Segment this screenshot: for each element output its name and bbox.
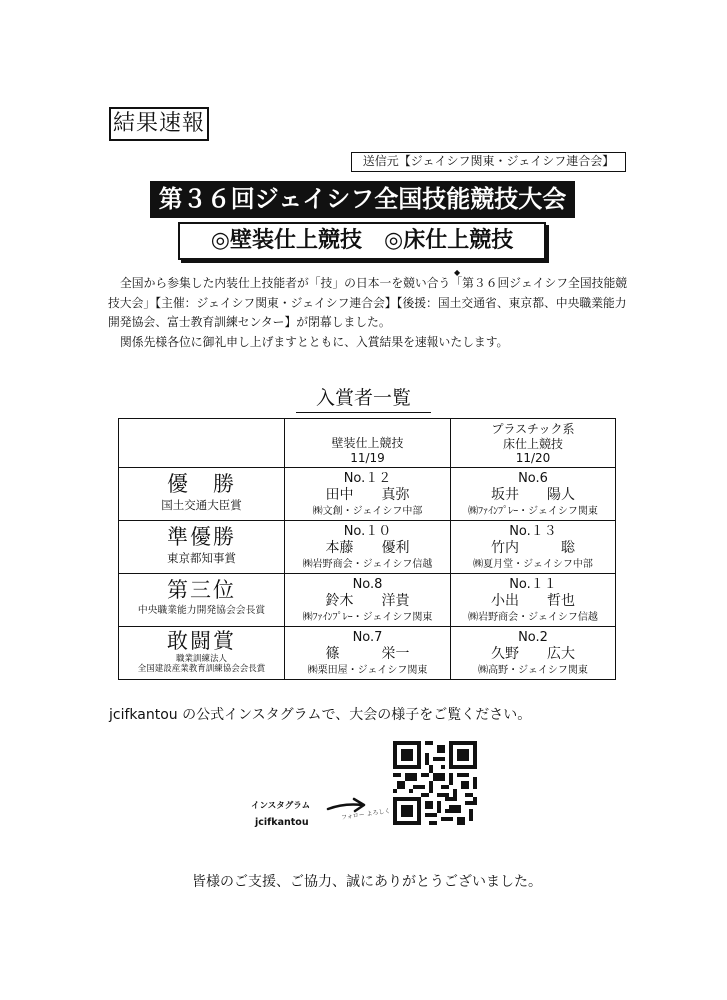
flash-report-label: 結果速報	[109, 107, 209, 141]
floor-competition-date: 11/20	[515, 451, 551, 465]
instagram-label: インスタグラム	[251, 801, 311, 811]
floor-material-label: プラスチック系	[491, 422, 575, 436]
award-name: 準優勝	[167, 525, 236, 549]
entry-number: No.１２	[343, 471, 392, 486]
entry-name: 鈴木 洋貴	[325, 593, 410, 609]
intro-text	[108, 274, 628, 352]
award-cell	[119, 468, 285, 521]
award-name: 敢闘賞	[167, 629, 236, 653]
floor-competition-label: 床仕上競技	[502, 436, 563, 451]
intro-paragraph: 全国から参集した内装仕上技能者が「技」の日本一を競い合う「第３６回ジェイシフ全国技能競技大会」【主催：ジェイシフ関東・ジェイシフ連合会】【後援：国土交通省、東京都、中央職業能力開発協会、富士教育訓練センター】が閉幕しました。	[108, 276, 628, 330]
entry-team: ㈱ﾌｧｲﾝﾌﾟﾚｰ・ジェイシフ関東	[468, 506, 598, 517]
entry-name: 篠 栄一	[325, 646, 410, 662]
award-cell	[119, 627, 285, 680]
table-row	[119, 627, 616, 680]
award-subtitle: 全国建設産業教育訓練協会会長賞	[137, 664, 266, 674]
award-cell	[119, 574, 285, 627]
competition-categories: ◎壁装仕上競技 ◎床仕上競技	[178, 222, 546, 260]
entry-team: ㈱夏月堂・ジェイシフ中部	[473, 559, 593, 570]
instagram-account: jcifkantou	[255, 817, 309, 828]
closing-message: 皆様のご支援、ご協力、誠にありがとうございました。	[192, 874, 542, 890]
floor-winner-cell	[451, 627, 616, 680]
results-table	[118, 418, 616, 680]
entry-number: No.6	[518, 471, 548, 486]
entry-name: 久野 広大	[491, 646, 575, 662]
table-row	[119, 521, 616, 574]
event-title-banner: 第３６回ジェイシフ全国技能競技大会	[150, 181, 575, 218]
entry-name: 小出 哲也	[491, 593, 575, 609]
award-name: 第三位	[167, 578, 236, 602]
table-row	[119, 468, 616, 521]
entry-name: 本藤 優利	[325, 540, 410, 556]
qr-code-icon[interactable]	[393, 741, 477, 825]
wall-competition-label: 壁装仕上競技	[331, 436, 404, 450]
entry-number: No.7	[352, 630, 383, 645]
floor-winner-cell	[451, 521, 616, 574]
entry-name: 坂井 陽人	[491, 487, 575, 503]
header-wall-cell	[285, 419, 451, 468]
wall-competition-date: 11/19	[350, 450, 385, 465]
wall-winner-cell	[285, 521, 451, 574]
award-cell	[119, 521, 285, 574]
entry-number: No.１３	[509, 524, 557, 539]
intro-paragraph: 関係先様各位に御礼申し上げますとともに、入賞結果を速報いたします。	[120, 334, 509, 349]
entry-number: No.8	[352, 577, 383, 592]
table-row	[119, 574, 616, 627]
entry-number: No.2	[518, 630, 548, 645]
wall-winner-cell	[285, 468, 451, 521]
entry-team: ㈱文創・ジェイシフ中部	[312, 506, 423, 517]
stray-mark-icon: ◆	[454, 268, 461, 277]
award-name: 優 勝	[167, 472, 236, 496]
entry-name: 竹内 聡	[491, 540, 575, 556]
header-award-cell	[119, 419, 285, 468]
handwritten-note: フォロー よろしく	[340, 807, 391, 822]
instagram-note: jcifkantou の公式インスタグラムで、大会の様子をご覧ください。	[109, 707, 532, 723]
header-floor-cell	[451, 419, 616, 468]
entry-team: ㈱高野・ジェイシフ関東	[478, 665, 588, 676]
floor-winner-cell	[451, 574, 616, 627]
award-subtitle: 中央職業能力開発協会会長賞	[137, 605, 266, 616]
award-subtitle: 東京都知事賞	[167, 551, 236, 565]
table-header-row	[119, 419, 616, 468]
entry-team: ㈱ﾌｧｲﾝﾌﾟﾚｰ・ジェイシフ関東	[302, 612, 433, 623]
wall-winner-cell	[285, 574, 451, 627]
entry-team: ㈱栗田屋・ジェイシフ関東	[307, 665, 428, 676]
award-subtitle: 職業訓練法人	[175, 654, 227, 664]
wall-winner-cell	[285, 627, 451, 680]
entry-team: ㈱岩野商会・ジェイシフ信越	[302, 559, 433, 570]
entry-number: No.１０	[343, 524, 392, 539]
entry-team: ㈱岩野商会・ジェイシフ信越	[468, 612, 598, 623]
floor-winner-cell	[451, 468, 616, 521]
award-subtitle: 国土交通大臣賞	[161, 498, 242, 512]
entry-name: 田中 真弥	[325, 487, 410, 503]
sender-line: 送信元【ジェイシフ関東・ジェイシフ連合会】	[351, 152, 626, 172]
results-title: 入賞者一覧	[296, 386, 431, 413]
entry-number: No.１１	[509, 577, 557, 592]
